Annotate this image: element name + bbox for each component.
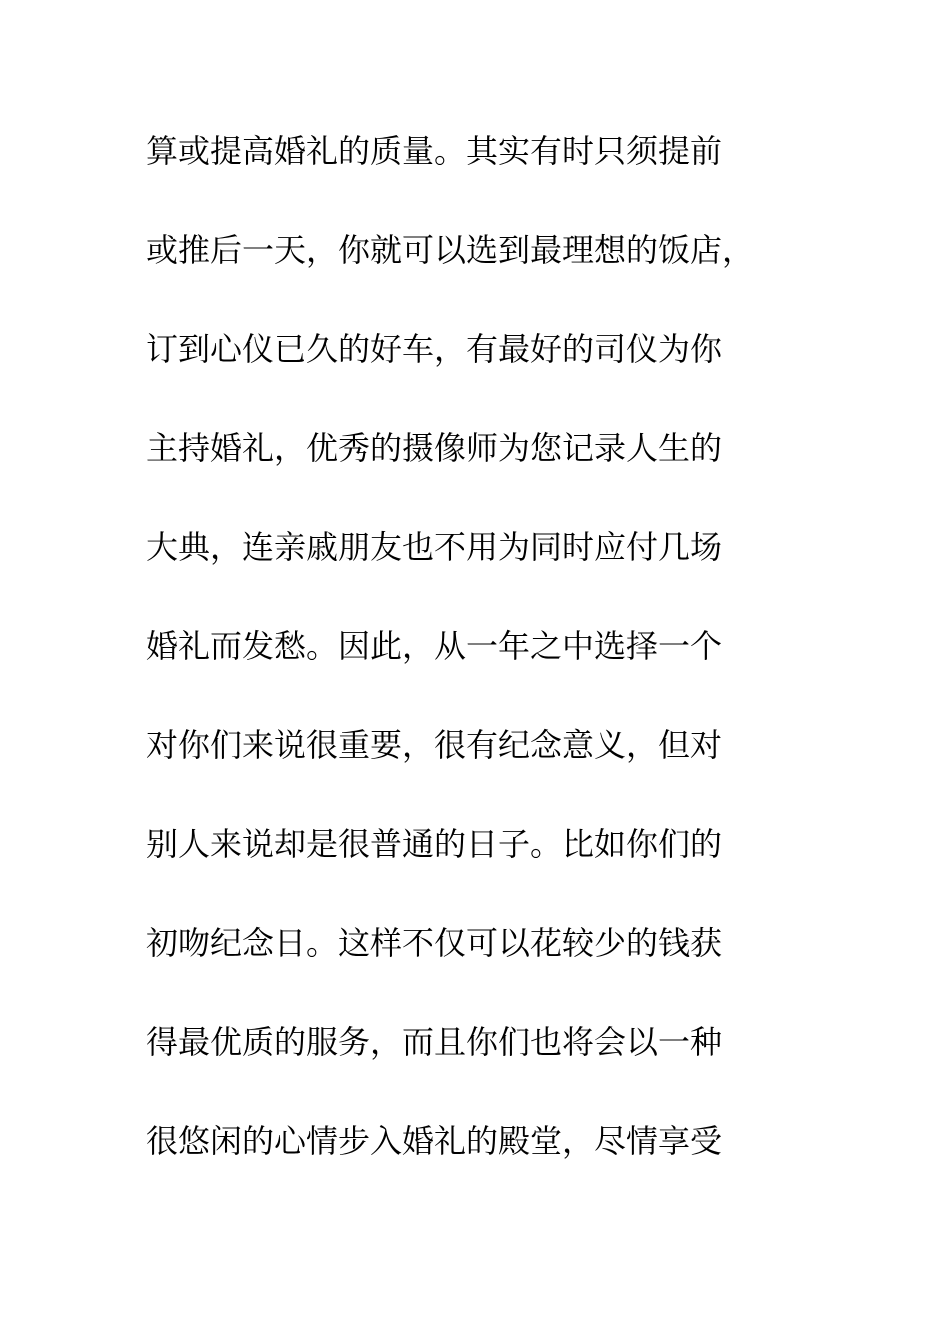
text-line-7: 对你们来说很重要，很有纪念意义，但对: [146, 726, 723, 764]
text-line-10: 得最优质的服务，而且你们也将会以一种: [146, 1023, 723, 1061]
text-line-8: 别人来说却是很普通的日子。比如你们的: [146, 825, 723, 863]
text-line-1: 算或提高婚礼的质量。其实有时只须提前: [146, 132, 723, 170]
text-line-2: 或推后一天，你就可以选到最理想的饭店，: [146, 231, 755, 269]
text-line-9: 初吻纪念日。这样不仅可以花较少的钱获: [146, 924, 723, 962]
text-line-11: 很悠闲的心情步入婚礼的殿堂，尽情享受: [146, 1122, 723, 1160]
text-line-6: 婚礼而发愁。因此，从一年之中选择一个: [146, 627, 723, 665]
text-line-5: 大典，连亲戚朋友也不用为同时应付几场: [146, 528, 723, 566]
text-line-4: 主持婚礼，优秀的摄像师为您记录人生的: [146, 429, 723, 467]
body-text: [146, 127, 786, 1216]
text-line-3: 订到心仪已久的好车，有最好的司仪为你: [146, 330, 723, 368]
